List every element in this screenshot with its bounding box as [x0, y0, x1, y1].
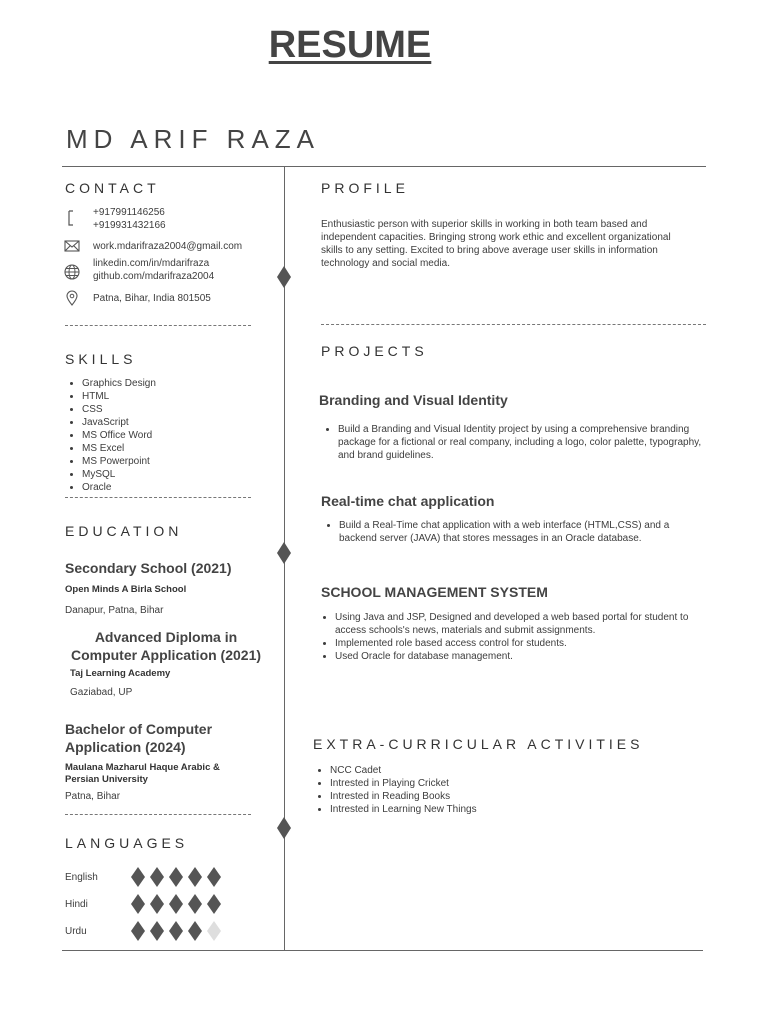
skill-item: • CSS: [82, 403, 156, 416]
level-diamond-filled: [169, 867, 183, 887]
globe-icon: [64, 264, 80, 280]
divider-diamond-2: [277, 542, 291, 564]
activity-item: • NCC Cadet: [330, 764, 477, 777]
level-diamond-empty: [207, 921, 221, 941]
education-place: Danapur, Patna, Bihar: [65, 605, 164, 616]
level-diamond-filled: [131, 921, 145, 941]
skills-heading: SKILLS: [65, 351, 137, 367]
address-text: Patna, Bihar, India 801505: [93, 293, 211, 304]
education-degree: Secondary School (2021): [65, 560, 232, 576]
project-title: Branding and Visual Identity: [319, 392, 508, 408]
candidate-name: MD ARIF RAZA: [66, 124, 321, 154]
project-title: Real-time chat application: [321, 493, 495, 509]
github-link[interactable]: github.com/mdarifraza2004: [93, 271, 215, 282]
phone-number-2: +919931432166: [93, 220, 166, 231]
language-level: [131, 921, 221, 941]
skill-item: • MySQL: [82, 468, 156, 481]
project-bullet: • Build a Real-Time chat application with a web interface (HTML,CSS) and a backend server (JAVA) that stores messages in an Oracle database.: [339, 519, 709, 545]
project-bullets: [321, 423, 718, 462]
level-diamond-filled: [188, 894, 202, 914]
education-school: Maulana Mazharul Haque Arabic & Persian University: [65, 762, 220, 785]
linkedin-link[interactable]: linkedin.com/in/mdarifraza: [93, 258, 210, 269]
language-row: [65, 918, 221, 944]
email-link[interactable]: work.mdarifraza2004@gmail.com: [93, 241, 243, 252]
skill-item: • HTML: [82, 390, 156, 403]
skill-item: • MS Office Word: [82, 429, 156, 442]
education-dashed-divider: [65, 814, 251, 815]
profile-dashed-divider: [321, 324, 706, 325]
level-diamond-filled: [188, 921, 202, 941]
email-icon: [64, 238, 80, 254]
activity-item: • Intrested in Learning New Things: [330, 803, 477, 816]
profile-heading: PROFILE: [321, 180, 409, 196]
education-school: Taj Learning Academy: [70, 668, 171, 679]
activities-heading: EXTRA-CURRICULAR ACTIVITIES: [313, 736, 644, 752]
language-name: Hindi: [65, 898, 88, 910]
languages-heading: LANGUAGES: [65, 835, 189, 851]
education-place: Patna, Bihar: [65, 791, 121, 802]
language-row: [65, 864, 221, 890]
languages-list: [65, 864, 221, 944]
level-diamond-filled: [188, 867, 202, 887]
level-diamond-filled: [131, 894, 145, 914]
project-bullets: [318, 611, 720, 663]
activity-item: • Intrested in Reading Books: [330, 790, 477, 803]
language-level: [131, 894, 221, 914]
education-degree: Bachelor of Computer Application (2024): [65, 721, 213, 755]
language-level: [131, 867, 221, 887]
level-diamond-filled: [169, 894, 183, 914]
language-name: Urdu: [65, 925, 87, 937]
education-heading: EDUCATION: [65, 523, 183, 539]
bottom-divider: [62, 950, 703, 951]
language-name: English: [65, 871, 98, 883]
level-diamond-filled: [207, 867, 221, 887]
education-degree: Advanced Diploma in Computer Application (2021): [70, 629, 262, 663]
level-diamond-filled: [150, 894, 164, 914]
phone-number-1: +917991146256: [93, 207, 165, 218]
divider-diamond-1: [277, 266, 291, 288]
skill-item: • MS Excel: [82, 442, 156, 455]
activity-item: • Intrested in Playing Cricket: [330, 777, 477, 790]
skill-item: • JavaScript: [82, 416, 156, 429]
skills-list: [65, 377, 156, 494]
project-bullet: • Using Java and JSP, Designed and developed a web based portal for student to access schools's news, materials and submit assignments.: [335, 611, 720, 637]
divider-diamond-3: [277, 817, 291, 839]
level-diamond-filled: [131, 867, 145, 887]
project-title: SCHOOL MANAGEMENT SYSTEM: [321, 584, 548, 600]
level-diamond-filled: [207, 894, 221, 914]
skill-item: • Oracle: [82, 481, 156, 494]
projects-heading: PROJECTS: [321, 343, 428, 359]
project-bullet: • Build a Branding and Visual Identity project by using a comprehensive branding package for a fictional or real company, including a logo, color palette, typography, and brand guidelines.: [338, 423, 718, 462]
education-school: Open Minds A Birla School: [65, 584, 187, 595]
language-row: [65, 891, 221, 917]
skill-item: • Graphics Design: [82, 377, 156, 390]
project-bullet: • Implemented role based access control for students.: [335, 637, 720, 650]
skill-item: • MS Powerpoint: [82, 455, 156, 468]
skills-dashed-divider: [65, 497, 251, 498]
project-bullet: • Used Oracle for database management.: [335, 650, 720, 663]
document-title: RESUME: [268, 24, 432, 66]
activities-list: [313, 764, 477, 816]
level-diamond-filled: [169, 921, 183, 941]
top-divider: [62, 166, 706, 167]
contact-heading: CONTACT: [65, 180, 160, 196]
phone-icon: [64, 210, 80, 226]
level-diamond-filled: [150, 867, 164, 887]
level-diamond-filled: [150, 921, 164, 941]
contact-dashed-divider: [65, 325, 251, 326]
location-pin-icon: [64, 290, 80, 306]
project-bullets: [322, 519, 709, 545]
education-place: Gaziabad, UP: [70, 687, 133, 698]
profile-text: Enthusiastic person with superior skills in working in both team based and independent capacities. Bringing strong work ethic and excellent organizational skills to any setting. Excited to bring above average user skills in information technology and social media.: [321, 219, 671, 269]
